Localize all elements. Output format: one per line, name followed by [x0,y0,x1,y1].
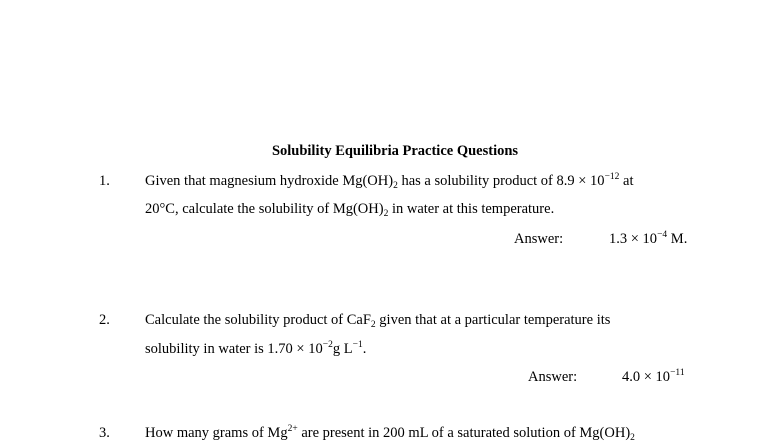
question-3-number: 3. [99,425,110,441]
page-title: Solubility Equilibria Practice Questions [271,143,519,159]
q3-l1-text-b: are present in 200 mL of a saturated solution of Mg(OH) [297,425,631,441]
q2-l1-text-b: given that at a particular temperature its [375,312,611,328]
q1-ans-text-b: M. [667,231,688,247]
question-2-line-1 [145,312,610,329]
q2-ans-sup: −11 [670,368,685,378]
q3-l1-sub: 2 [630,433,635,443]
question-1-answer-label: Answer: [514,231,564,247]
q2-l2-text-b: g L [332,341,353,357]
q1-l1-sup: −12 [604,172,620,182]
q2-l2-sup-2: −1 [352,340,363,350]
q1-ans-text-a: 1.3 × 10 [609,231,658,247]
q2-l1-sub: 2 [370,320,376,330]
q1-l1-text-a: Given that magnesium hydroxide Mg(OH) [145,173,394,189]
question-1-line-1 [145,173,634,190]
q1-l2-text-a: 20°C, calculate the solubility of Mg(OH) [145,201,384,217]
q2-l2-sup-1: −2 [322,340,333,350]
question-2-line-2 [145,341,366,358]
q3-l1-text-a: How many grams of Mg [145,425,288,441]
q1-l1-sub: 2 [393,181,398,191]
q1-l2-text-b: in water at this temperature. [388,201,555,217]
q2-l1-text-a: Calculate the solubility product of CaF [145,312,371,328]
q1-l1-text-b: has a solubility product of 8.9 × 10 [397,173,605,189]
question-1-answer-value [609,231,687,248]
question-2-number: 2. [99,312,110,328]
question-2-answer-label: Answer: [528,369,578,385]
q2-l2-text-c: . [362,341,367,357]
q1-ans-sup: −4 [657,230,668,240]
q2-ans-text-a: 4.0 × 10 [622,369,671,385]
question-2-answer-value [622,369,685,386]
q1-l2-sub: 2 [383,209,389,219]
q1-l1-text-c: at [619,173,634,189]
question-3-line-1 [145,425,635,442]
q3-l1-sup: 2+ [287,424,298,434]
question-1-line-2 [145,201,554,218]
q2-l2-text-a: solubility in water is 1.70 × 10 [145,341,323,357]
question-1-number: 1. [99,173,110,189]
